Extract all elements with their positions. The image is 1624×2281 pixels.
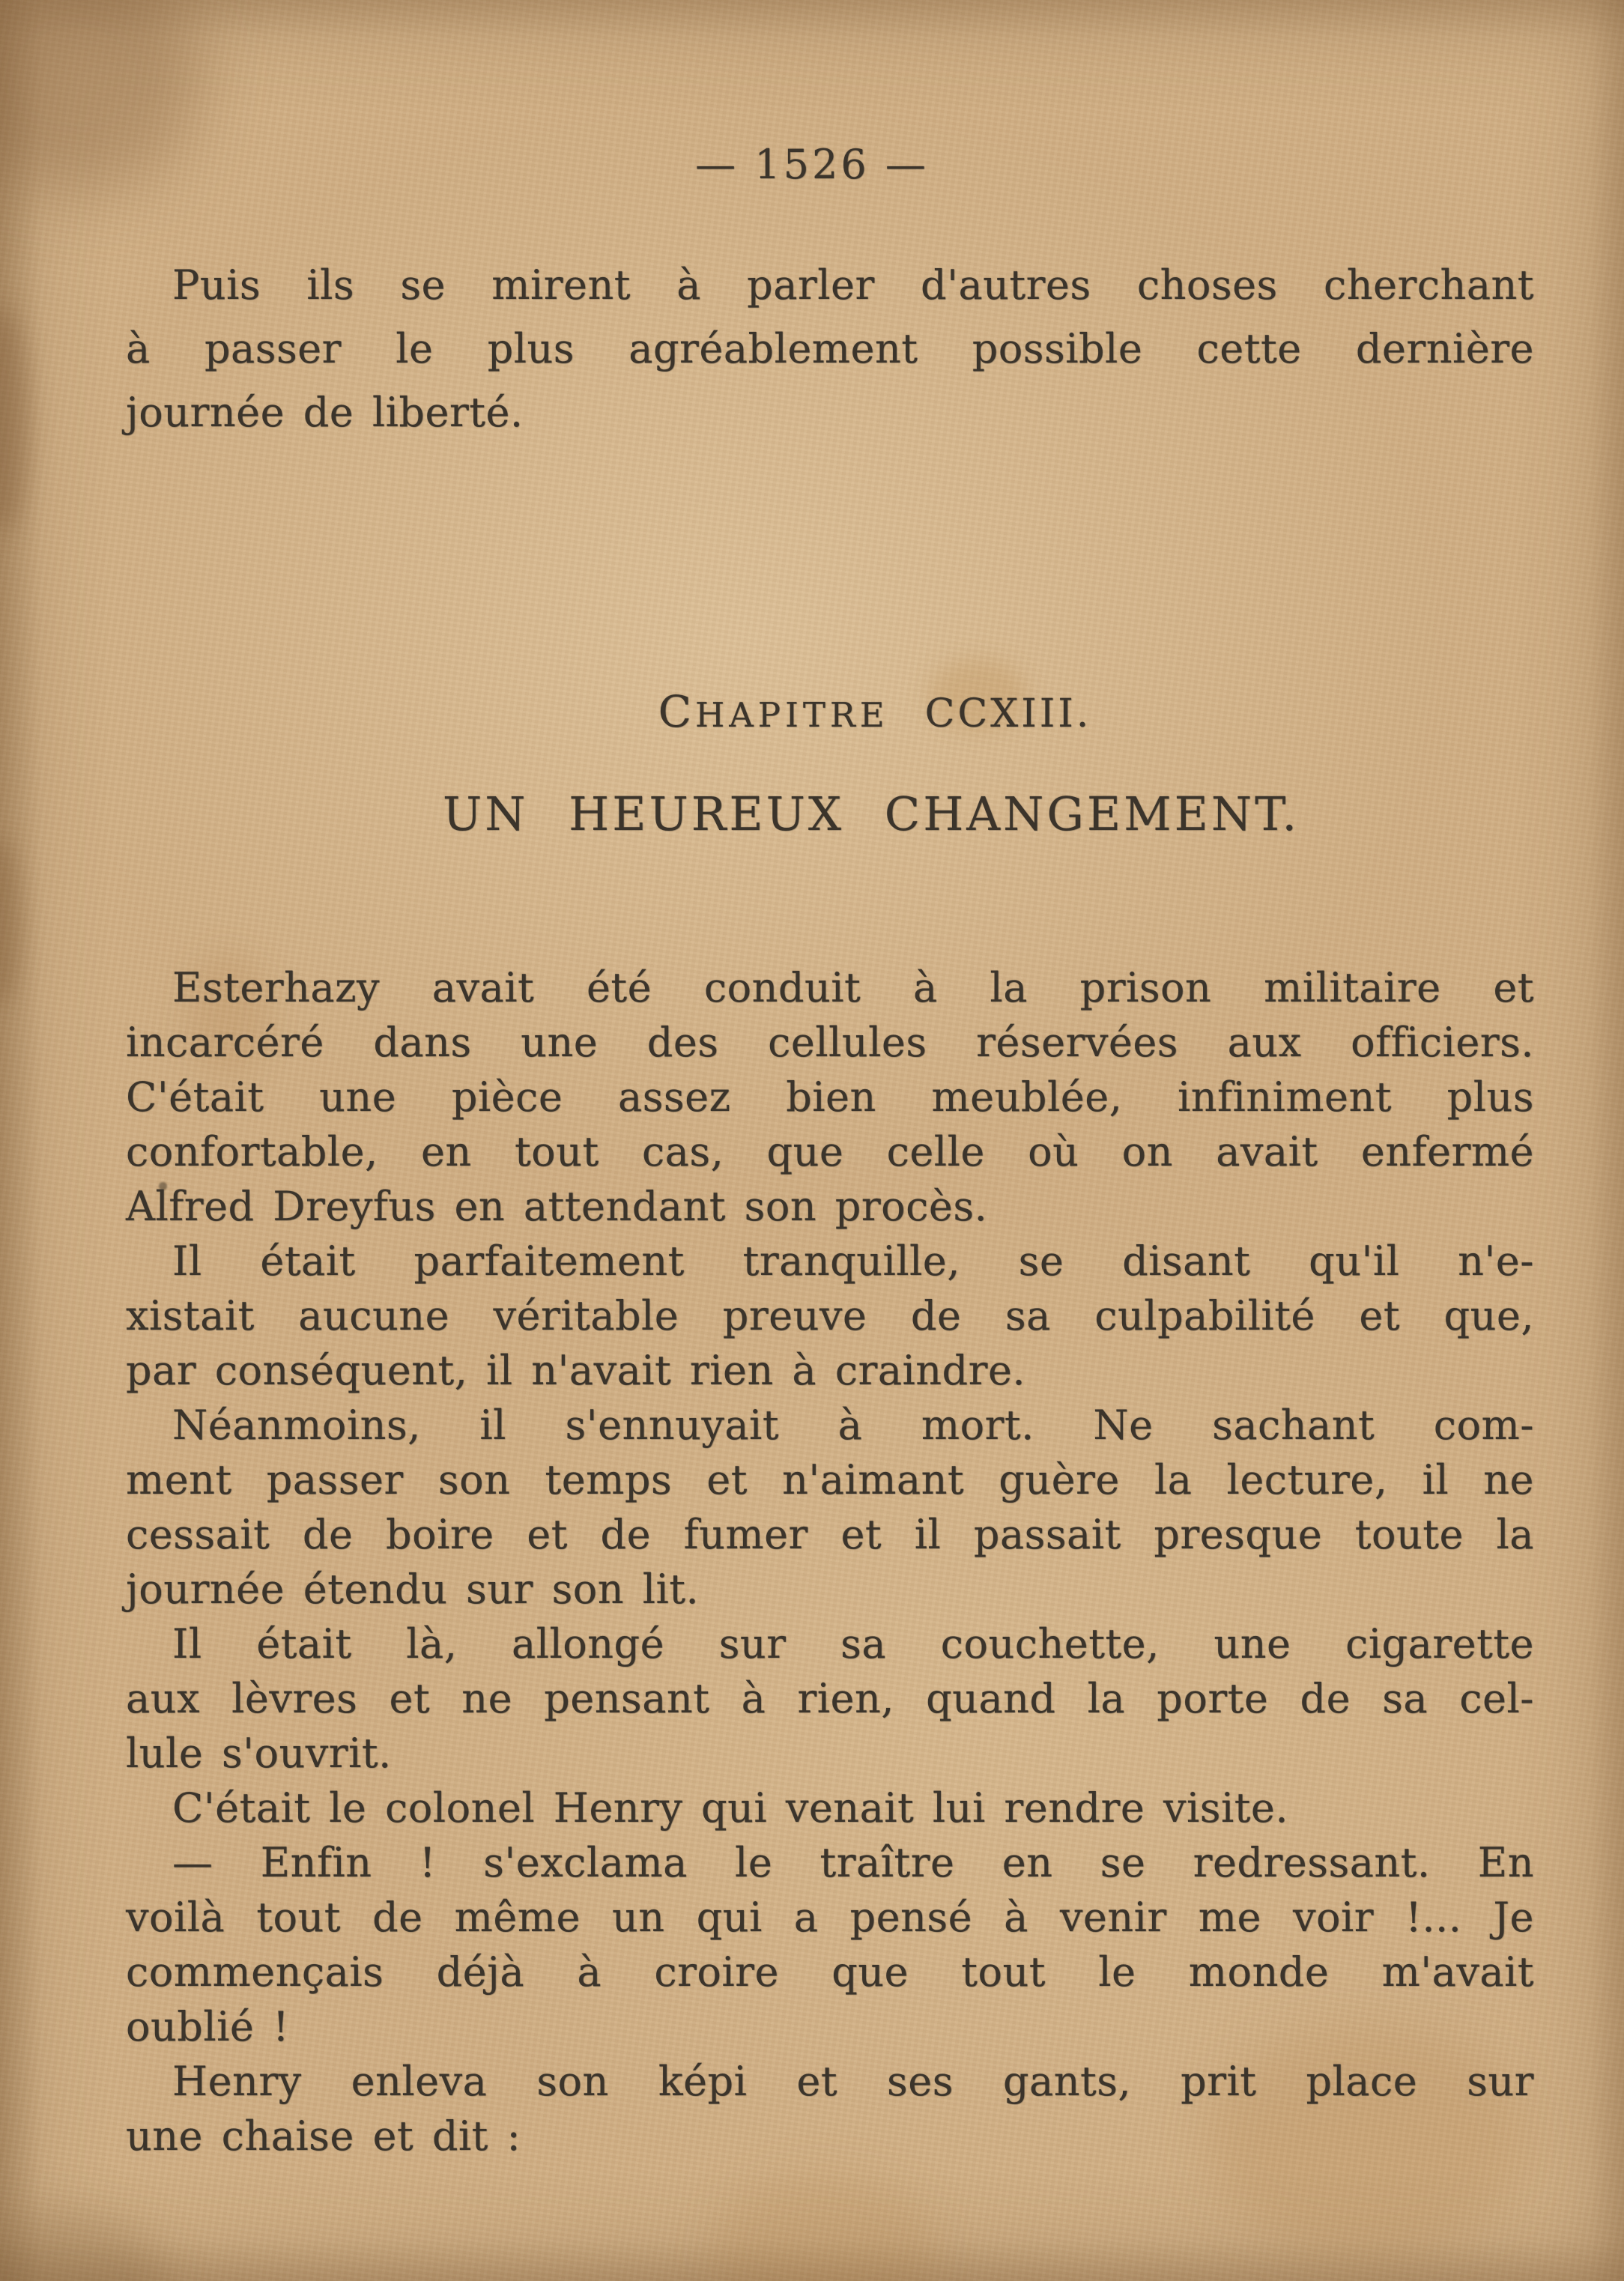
chapter-heading bbox=[171, 686, 1579, 737]
text-line: C'était une pièce assez bien meublée, infiniment plus bbox=[126, 1073, 1534, 1121]
intro-paragraph bbox=[126, 253, 1534, 444]
chapter-title: UN HEUREUX CHANGEMENT. bbox=[442, 787, 1300, 841]
text-line: incarcéré dans une des cellules réservées aux officiers. bbox=[126, 1019, 1534, 1066]
text-line: à passer le plus agréablement possible cette dernière bbox=[126, 325, 1534, 372]
text-line: Esterhazy avait été conduit à la prison militaire et bbox=[172, 964, 1534, 1011]
text-line: oublié ! bbox=[126, 2003, 290, 2050]
text-line: Il était là, allongé sur sa couchette, une cigarette bbox=[172, 1620, 1534, 1667]
page-number: — 1526 — bbox=[695, 141, 929, 188]
text-line: Il était parfaitement tranquille, se disant qu'il n'e- bbox=[172, 1238, 1534, 1285]
paper-stain bbox=[0, 839, 22, 1004]
chapter-word: HAPITRE bbox=[695, 695, 889, 735]
text-line: confortable, en tout cas, que celle où on avait enfermé bbox=[126, 1128, 1534, 1175]
text-line: journée de liberté. bbox=[126, 389, 524, 436]
chapter-word-initial: C bbox=[658, 686, 696, 737]
text-line: — Enfin ! s'exclama le traître en se redressant. En bbox=[172, 1839, 1534, 1886]
chapter-numeral: CCXIII. bbox=[924, 691, 1092, 736]
paper-stain bbox=[0, 307, 30, 532]
text-line: journée étendu sur son lit. bbox=[126, 1566, 700, 1613]
text-line: une chaise et dit : bbox=[126, 2112, 521, 2160]
text-line: Néanmoins, il s'ennuyait à mort. Ne sachant com- bbox=[172, 1402, 1534, 1449]
body-text bbox=[126, 960, 1534, 2163]
text-line: par conséquent, il n'avait rien à craindre. bbox=[126, 1347, 1026, 1394]
text-line: aux lèvres et ne pensant à rien, quand la porte de sa cel- bbox=[126, 1675, 1534, 1722]
text-line: commençais déjà à croire que tout le monde m'avait bbox=[126, 1948, 1534, 1996]
paper-stain bbox=[712, 2172, 936, 2281]
text-line: ment passer son temps et n'aimant guère la lecture, il ne bbox=[126, 1456, 1534, 1503]
text-line: xistait aucune véritable preuve de sa culpabilité et que, bbox=[126, 1292, 1534, 1339]
paper-stain bbox=[0, 2210, 165, 2281]
text-line: lule s'ouvrit. bbox=[126, 1730, 392, 1777]
text-line: C'était le colonel Henry qui venait lui rendre visite. bbox=[172, 1784, 1289, 1832]
text-line: cessait de boire et de fumer et il passait presque toute la bbox=[126, 1511, 1534, 1558]
text-line: Alfred Dreyfus en attendant son procès. bbox=[126, 1183, 988, 1230]
text-line: voilà tout de même un qui a pensé à venir me voir !... Je bbox=[126, 1894, 1534, 1941]
text-line: Puis ils se mirent à parler d'autres choses cherchant bbox=[172, 261, 1534, 309]
text-line: Henry enleva son képi et ses gants, prit place sur bbox=[172, 2058, 1534, 2105]
